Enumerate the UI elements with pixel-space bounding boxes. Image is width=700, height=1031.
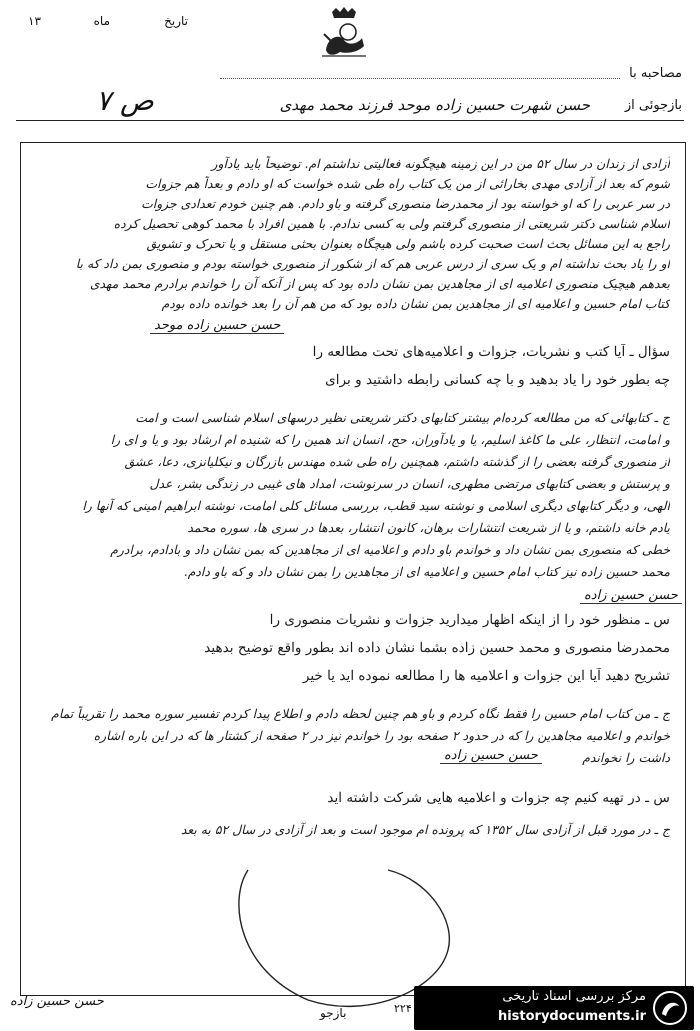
interrogation-label: بازجوئی از xyxy=(624,98,682,113)
text-line: کتاب امام حسین و اعلامیه ای از مجاهدین بمن نشان داده بود که من هم آن را بعد خوانده داده بودم xyxy=(161,296,670,311)
text-line: او را یاد بحث نداشته ام و یک سری از درس عربی هم که از شکور از منصوری خواسته بودم و منصوری بمن داد که با xyxy=(75,256,670,271)
answer-line: و امامت، انتظار، علی ما کاغذ اسلیم، یا و یادآوران، حج، انسان اند همین را که شنیده ام ارشاد بود و یا و ای را xyxy=(110,432,670,447)
header-date: تاریخ xyxy=(164,14,188,28)
lion-and-sun-emblem-icon xyxy=(318,6,370,62)
watermark-banner xyxy=(414,986,694,1030)
text-line: بعدهم هیچیک منصوری اعلامیه ای از مجاهدین بمن نشان داده بود که پس از آنکه آن را خواندم برادرم محمد مهدی xyxy=(89,276,670,291)
signature: حسن حسین زاده xyxy=(580,588,682,604)
answer-line: ج ـ من کتاب امام حسین را فقط نگاه کردم و باو هم چنین لحظه دادم و اطلاع پیدا کردم تفسیر سوره محمد را تقریباً تمام xyxy=(51,706,670,721)
interrogation-subject: حسن شهرت حسین زاده موحد فرزند محمد مهدی xyxy=(279,96,590,114)
archive-logo-icon xyxy=(652,990,688,1026)
header-month: ماه xyxy=(93,14,110,28)
answer-line: ج ـ در مورد قبل از آزادی سال ۱۳۵۲ که پرونده ام موجود است و بعد از آزادی در سال ۵۲ به بعد xyxy=(180,822,670,837)
text-line: آزادی از زندان در سال ۵۲ من در این زمینه هیچگونه فعالیتی نداشتم ام. توضیحاً باید یادآور xyxy=(211,156,670,171)
text-line: اسلام شناسی دکتر شریعتی از منصوری گرفتم ولی به کسی ندادم. با همین افراد با محمد کوهی تحصیل کرده xyxy=(113,216,670,231)
interview-dotted-line xyxy=(220,78,620,79)
answer-line: الهی، و دیگر کتابهای دیگری اسلامی و نوشته سید قطب، بررسی مسائل کلی امامت، نوشته ابراهیم امینی که آنها را xyxy=(82,498,670,513)
question-line: تشریح دهید آیا این جزوات و اعلامیه ها را مطالعه نموده اید یا خیر xyxy=(302,668,670,684)
footer-interrogator-mark: بازجو xyxy=(320,1006,347,1020)
footer-signature: حسن حسین زاده xyxy=(10,994,104,1009)
signature: حسن حسین زاده xyxy=(440,748,542,764)
answer-line: از منصوری گرفته بعضی را از گذشته داشتم، همچنین راه طی شده مهندس بازرگان و نیکلیانزی، دعا، عشق xyxy=(124,454,670,469)
answer-line: ج ـ کتابهائی که من مطالعه کرده‌ام بیشتر کتابهای دکتر شریعتی نظیر درسهای اسلام شناسی است و امت xyxy=(135,410,670,425)
question-line: س ـ در تهیه کنیم چه جزوات و اعلامیه هایی شرکت داشته اید xyxy=(327,790,670,806)
answer-line: خواندم و اعلامیه مجاهدین را که در حدود ۲ صفحه بود را خواندم نیز در ۲ صفحه از کشتار ها که در این باره اشاره xyxy=(93,728,670,743)
header-rule xyxy=(16,120,684,121)
question-line: محمدرضا منصوری و محمد حسین زاده بشما نشان داده اند بطور واقع توضیح بدهید xyxy=(204,640,670,656)
signature: حسن حسین زاده موحد xyxy=(150,318,284,334)
interview-label: مصاحبه با xyxy=(629,66,682,81)
text-line: شوم که بعد از آزادی مهدی بخارائی از من یک کتاب راه طی شده خواست که او دادم و بعداً هم جزوات xyxy=(145,176,670,191)
header-year: ۱۳ xyxy=(28,14,41,28)
watermark-title: مرکز بررسی اسناد تاریخی xyxy=(502,989,646,1004)
answer-line: یادم خانه داشتم، و یا از شریعت انتشارات برهان، کانون انتشار، بعدها در سری ها، سوره محمد xyxy=(187,520,670,535)
page-number: ۲۲۴ xyxy=(394,1002,412,1015)
text-line: در سر عربی را که او خواسته بود از محمدرضا منصوری گرفته و باو دادم. هم چنین خودم تعدادی جزوات xyxy=(141,196,670,211)
answer-line: و پرستش و بعضی کتابهای مرتضی مطهری، انسان در سرنوشت، امداد های غیبی در زندگی بشر، عدل xyxy=(149,476,670,491)
page-mark: ص ۷ xyxy=(96,84,154,117)
question-line: سؤال ـ آیا کتب و نشریات، جزوات و اعلامیه‌های تحت مطالعه را xyxy=(312,344,670,360)
question-line: س ـ منظور خود را از اینکه اظهار میدارید جزوات و نشریات منصوری را xyxy=(269,612,670,628)
answer-line: محمد حسین زاده نیز کتاب امام حسین و اعلامیه ای از مجاهدین را بمن نشان داد و که باو دادم. xyxy=(183,564,670,579)
answer-line: خطی که منصوری بمن نشان داد و خواندم باو دادم و اعلامیه ای از مجاهدین که بمن نشان داد و بادادم، برادرم xyxy=(110,542,670,557)
text-line: راجع به این مسائل بحث است صحبت کرده باشم ولی هیچگاه بعنوان بحثی مستقل و یا تحرک و تشویق xyxy=(146,236,670,251)
watermark-url: historydocuments.ir xyxy=(497,1009,646,1024)
question-line: چه بطور خود را یاد بدهید و با چه کسانی رابطه داشتید و برای xyxy=(325,372,670,388)
answer-line: داشت را نخواندم xyxy=(582,750,670,765)
